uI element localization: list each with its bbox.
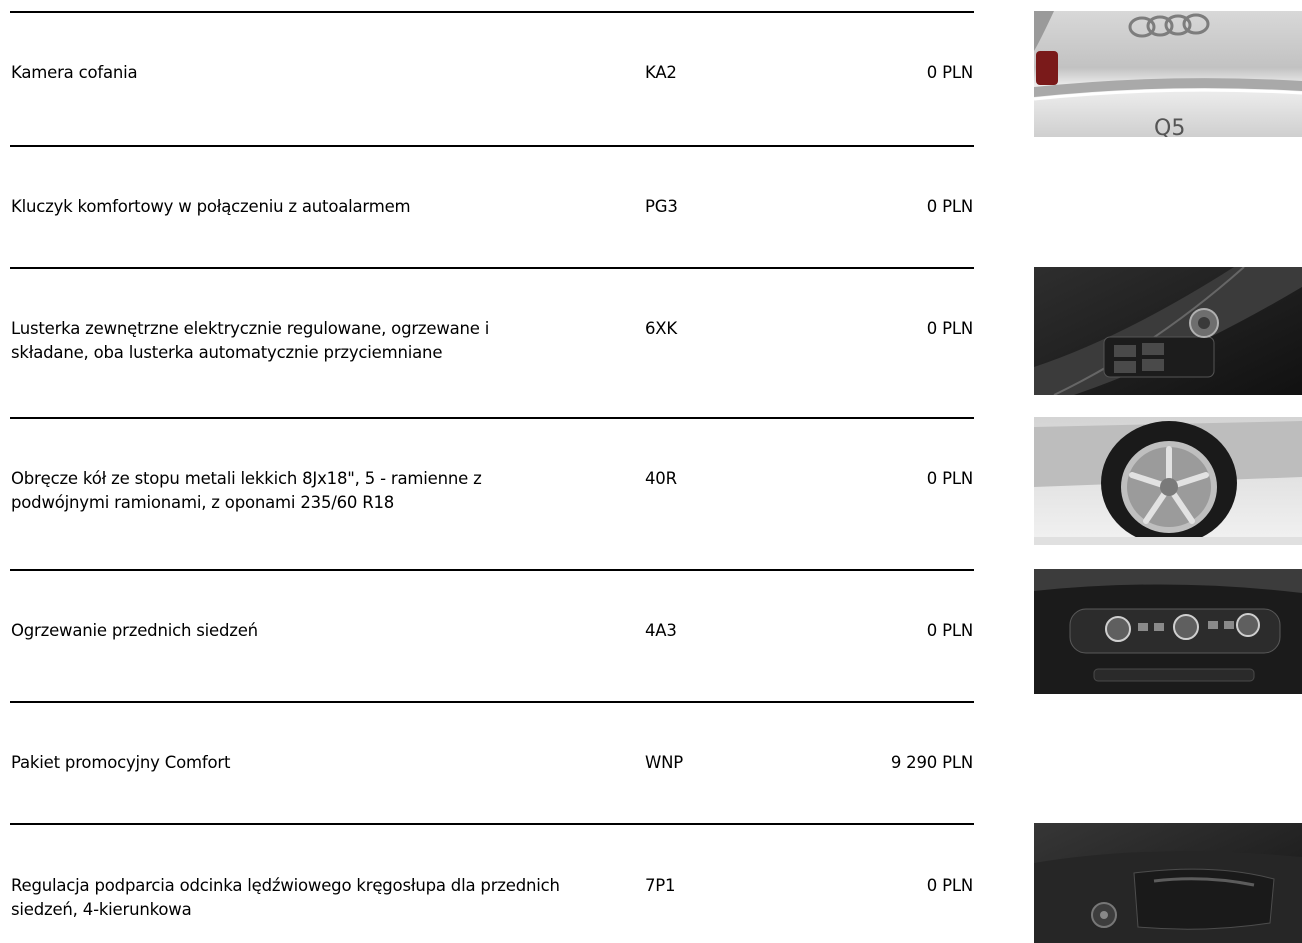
option-code: WNP <box>645 753 684 772</box>
option-price: 0 PLN <box>926 876 973 895</box>
option-name: Lusterka zewnętrzne elektrycznie regulowane, ogrzewane i składane, oba lusterka automatycznie przyciemniane <box>11 319 490 362</box>
option-code: 40R <box>645 469 677 488</box>
rear-camera-image[interactable] <box>1034 11 1302 137</box>
option-price: 0 PLN <box>926 319 973 338</box>
option-price: 0 PLN <box>926 63 973 82</box>
row-divider <box>10 569 974 571</box>
climate-panel-image[interactable] <box>1034 569 1302 694</box>
option-name: Kamera cofania <box>11 63 138 82</box>
alloy-wheel-image[interactable] <box>1034 417 1302 545</box>
row-divider <box>10 11 974 13</box>
option-code: 7P1 <box>645 876 676 895</box>
row-divider <box>10 145 974 147</box>
row-divider <box>10 417 974 419</box>
option-name: Ogrzewanie przednich siedzeń <box>11 621 258 640</box>
option-name: Kluczyk komfortowy w połączeniu z autoalarmem <box>11 197 411 216</box>
rear-badge-text: Q5 <box>1154 116 1186 137</box>
row-divider <box>10 267 974 269</box>
option-code: KA2 <box>645 63 677 82</box>
option-price: 0 PLN <box>926 197 973 216</box>
seat-controls-image[interactable] <box>1034 823 1302 943</box>
option-price: 0 PLN <box>926 469 973 488</box>
option-code: 6XK <box>645 319 678 338</box>
option-code: PG3 <box>645 197 678 216</box>
mirror-controls-image[interactable] <box>1034 267 1302 395</box>
option-name: Regulacja podparcia odcinka lędźwiowego kręgosłupa dla przednich siedzeń, 4-kierunkowa <box>11 876 560 919</box>
option-price: 0 PLN <box>926 621 973 640</box>
row-divider <box>10 823 974 825</box>
row-divider <box>10 701 974 703</box>
option-code: 4A3 <box>645 621 677 640</box>
option-name: Obręcze kół ze stopu metali lekkich 8Jx18", 5 - ramienne z podwójnymi ramionami, z oponami 235/60 R18 <box>11 469 482 512</box>
option-price: 9 290 PLN <box>890 753 973 772</box>
option-name: Pakiet promocyjny Comfort <box>11 753 231 772</box>
